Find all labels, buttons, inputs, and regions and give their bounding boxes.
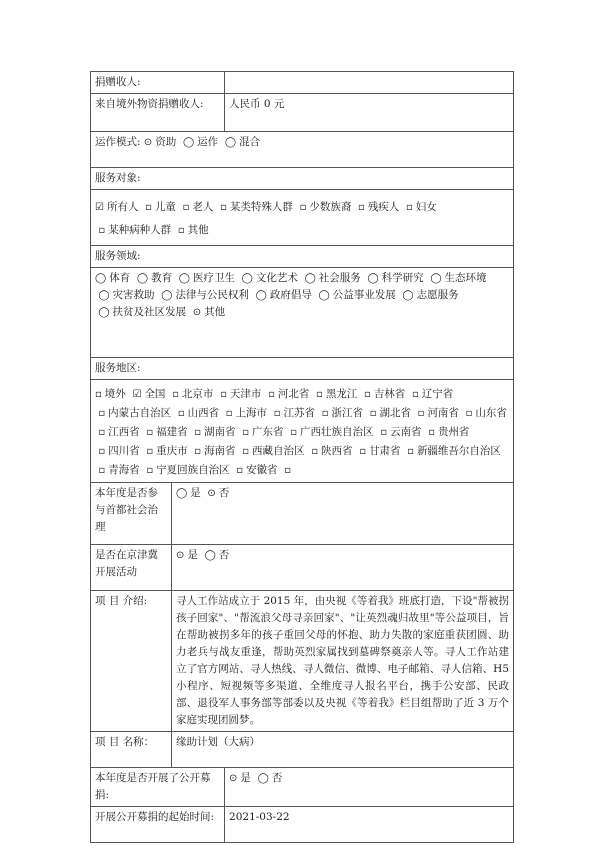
jingjinji-option[interactable] — [205, 549, 230, 561]
option-label: 残疾人 — [367, 201, 400, 213]
row-service-region-head — [91, 358, 514, 380]
option-label: 河南省 — [427, 407, 459, 419]
row-donation-recipient — [91, 72, 514, 94]
service-field-option[interactable] — [98, 289, 154, 301]
option-label: 甘肃省 — [368, 445, 401, 457]
option-label: 科学研究 — [381, 272, 424, 284]
unchecked-mark-icon: ▫ — [194, 446, 202, 457]
unchecked-mark-icon: ▫ — [242, 427, 250, 438]
donation-recipient-label: 捐赠收人: — [91, 72, 225, 94]
unchecked-mark-icon: ▫ — [273, 408, 281, 419]
service-field-label: 服务领域: — [91, 246, 514, 268]
option-label: 青海省 — [108, 464, 140, 476]
checked-mark-icon: ☑ — [95, 202, 104, 213]
unchecked-mark-icon: ▫ — [172, 389, 179, 400]
unchecked-mark-icon: ▫ — [98, 408, 106, 419]
unchecked-mark-icon: ◯ — [241, 273, 253, 284]
option-label: 陕西省 — [321, 445, 353, 457]
service-target-option[interactable] — [178, 224, 209, 236]
option-label: 资助 — [155, 136, 177, 148]
unchecked-mark-icon: ▫ — [316, 389, 323, 400]
unchecked-mark-icon: ▫ — [406, 202, 413, 213]
option-label: 山东省 — [475, 407, 507, 419]
option-label: 少数族裔 — [309, 201, 352, 213]
public-fundraising-options — [225, 768, 514, 807]
unchecked-mark-icon: ▫ — [146, 465, 154, 476]
fundraising-start-value: 2021-03-22 — [225, 807, 514, 843]
option-label: 广西壮族自治区 — [300, 426, 374, 438]
service-target-option[interactable] — [145, 201, 176, 213]
row-jingjinji — [91, 545, 514, 591]
option-label: 贵州省 — [437, 426, 470, 438]
unchecked-mark-icon: ▫ — [411, 389, 419, 400]
option-label: 上海市 — [235, 407, 268, 419]
option-label: 政府倡导 — [269, 289, 312, 301]
option-label: 广东省 — [252, 426, 284, 438]
row-project-intro — [91, 591, 514, 732]
service-target-option[interactable] — [95, 201, 138, 213]
unchecked-mark-icon: ◯ — [178, 273, 190, 284]
public-fundraising-label: 本年度是否开展了公开募捐: — [91, 768, 225, 807]
unchecked-mark-icon: ▫ — [380, 427, 387, 438]
row-service-field-head — [91, 246, 514, 268]
service-region-option[interactable] — [284, 464, 294, 476]
service-region-option[interactable] — [274, 407, 315, 419]
unchecked-mark-icon: ◯ — [95, 273, 107, 284]
option-label: 混合 — [239, 136, 261, 148]
service-region-option[interactable] — [146, 464, 229, 476]
unchecked-mark-icon: ◯ — [304, 273, 316, 284]
option-label: 安徽省 — [246, 464, 278, 476]
service-field-option[interactable] — [430, 272, 486, 284]
service-target-option[interactable] — [358, 201, 399, 213]
option-label: 志愿服务 — [416, 289, 459, 301]
option-label: 福建省 — [156, 426, 188, 438]
row-service-region — [91, 380, 514, 483]
unchecked-mark-icon: ◯ — [367, 273, 379, 284]
option-label: 是 — [190, 487, 201, 499]
option-label: 湖北省 — [379, 407, 411, 419]
option-label: 新疆维吾尔自治区 — [416, 445, 501, 457]
social-governance-option[interactable] — [176, 487, 201, 499]
service-region-option[interactable] — [380, 426, 421, 438]
operation-mode-option[interactable] — [225, 136, 260, 148]
option-label: 黑龙江 — [325, 388, 358, 400]
unchecked-mark-icon: ▫ — [242, 446, 250, 457]
donation-recipient-value — [225, 72, 514, 94]
checked-mark-icon: ⊙ — [229, 773, 238, 784]
service-field-option[interactable] — [305, 272, 361, 284]
service-target-label: 服务对象: — [91, 168, 514, 190]
operation-mode-option[interactable] — [144, 136, 176, 148]
service-region-option[interactable] — [98, 464, 139, 476]
row-service-field — [91, 268, 514, 358]
option-label: 境外 — [104, 388, 126, 400]
info-form-table — [90, 71, 514, 843]
unchecked-mark-icon: ▫ — [364, 389, 371, 400]
option-label: 灾害救助 — [112, 289, 155, 301]
service-field-option[interactable] — [161, 289, 249, 301]
service-region-option[interactable] — [364, 388, 405, 400]
service-region-option[interactable] — [242, 426, 283, 438]
service-region-option[interactable] — [290, 426, 373, 438]
foreign-material-value: 人民币 0 元 — [225, 94, 514, 132]
jingjinji-label: 是否在京津冀开展活动 — [91, 545, 172, 591]
service-field-option[interactable] — [242, 272, 298, 284]
unchecked-mark-icon: ◯ — [161, 290, 173, 301]
row-service-target — [91, 190, 514, 246]
service-field-option[interactable] — [137, 272, 172, 284]
unchecked-mark-icon: ▫ — [417, 408, 425, 419]
unchecked-mark-icon: ▫ — [98, 465, 106, 476]
unchecked-mark-icon: ▫ — [311, 446, 318, 457]
unchecked-mark-icon: ▫ — [358, 202, 365, 213]
service-field-option[interactable] — [193, 306, 225, 318]
unchecked-mark-icon: ▫ — [359, 446, 366, 457]
service-region-option[interactable] — [316, 388, 357, 400]
service-target-option[interactable] — [98, 224, 171, 236]
option-label: 文化艺术 — [255, 272, 298, 284]
service-region-option[interactable] — [466, 407, 507, 419]
unchecked-mark-icon: ▫ — [95, 389, 102, 400]
service-target-option[interactable] — [220, 201, 293, 213]
option-label: 某类特殊人群 — [229, 201, 293, 213]
option-label: 四川省 — [108, 445, 140, 457]
service-region-option[interactable] — [178, 407, 219, 419]
checked-mark-icon: ⊙ — [143, 137, 153, 148]
option-label: 内蒙古自治区 — [108, 407, 172, 419]
service-region-option[interactable] — [268, 388, 309, 400]
service-region-option[interactable] — [98, 445, 139, 457]
service-region-option[interactable] — [172, 388, 213, 400]
unchecked-mark-icon: ▫ — [284, 465, 292, 476]
unchecked-mark-icon: ◯ — [98, 307, 110, 318]
fundraising-start-label: 开展公开募捐的起始时间: — [91, 807, 225, 843]
unchecked-mark-icon: ◯ — [318, 290, 330, 301]
foreign-material-label: 来自境外物资捐赠收人: — [91, 94, 225, 132]
option-label: 天津市 — [229, 388, 262, 400]
service-region-option[interactable] — [220, 388, 261, 400]
service-field-option[interactable] — [179, 272, 235, 284]
option-label: 海南省 — [204, 445, 236, 457]
unchecked-mark-icon: ▫ — [321, 408, 329, 419]
unchecked-mark-icon: ▫ — [177, 225, 185, 236]
unchecked-mark-icon: ◯ — [402, 290, 414, 301]
unchecked-mark-icon: ▫ — [146, 427, 154, 438]
service-region-options — [91, 380, 514, 483]
unchecked-mark-icon: ▫ — [268, 389, 275, 400]
service-region-option[interactable] — [98, 426, 139, 438]
service-target-option[interactable] — [406, 201, 437, 213]
unchecked-mark-icon: ▫ — [428, 427, 435, 438]
option-label: 江苏省 — [283, 407, 316, 419]
service-region-option[interactable] — [226, 407, 267, 419]
unchecked-mark-icon: ◯ — [224, 137, 237, 148]
unchecked-mark-icon: ▫ — [369, 408, 377, 419]
service-region-option[interactable] — [359, 445, 400, 457]
option-label: 否 — [271, 772, 283, 784]
public-fundraising-option[interactable] — [229, 772, 251, 784]
option-label: 其他 — [204, 306, 226, 318]
unchecked-mark-icon: ▫ — [146, 446, 154, 457]
service-region-option[interactable] — [322, 407, 363, 419]
row-operation-mode — [91, 132, 514, 168]
service-region-option[interactable] — [236, 464, 277, 476]
unchecked-mark-icon: ◯ — [257, 773, 269, 784]
project-intro-text: 寻人工作站成立于 2015 年，由央视《等着我》班底打造，下设"帮被拐孩子回家"、"帮流浪父母寻亲回家"、"让英烈魂归故里"等公益项目，旨在帮助被拐多年的孩子重回父母的怀抱、助力失散的家庭重获团圆、助力老兵与战友重逢，帮助英烈家属找到墓碑祭奠亲人等。寻人工作站建立了官方网站、寻人热线、寻人微信、微博、电子邮箱、寻人信箱、H5 小程序、短视频等多渠道、全维度寻人报名平台，携手公安部、民政部、退役军人事务部等部委以及央视《等着我》栏目组帮助了近 3 万个家庭实现团圆梦。 — [172, 591, 514, 732]
option-label: 教育 — [151, 272, 173, 284]
option-label: 江西省 — [108, 426, 140, 438]
service-region-option[interactable] — [194, 445, 235, 457]
unchecked-mark-icon: ▫ — [98, 225, 106, 236]
option-label: 否 — [218, 487, 230, 499]
option-label: 否 — [218, 549, 230, 561]
operation-mode-cell — [91, 132, 514, 168]
unchecked-mark-icon: ◯ — [204, 550, 216, 561]
unchecked-mark-icon: ▫ — [299, 202, 307, 213]
option-label: 所有人 — [106, 201, 139, 213]
checked-mark-icon: ⊙ — [207, 488, 216, 499]
jingjinji-options — [172, 545, 514, 591]
unchecked-mark-icon: ▫ — [236, 465, 244, 476]
operation-mode-options — [144, 136, 267, 148]
option-label: 西藏自治区 — [252, 445, 305, 457]
service-target-option[interactable] — [183, 201, 214, 213]
service-target-options — [91, 190, 514, 246]
service-region-option[interactable] — [418, 407, 459, 419]
service-field-option[interactable] — [256, 289, 312, 301]
unchecked-mark-icon: ▫ — [177, 408, 185, 419]
option-label: 河北省 — [277, 388, 310, 400]
unchecked-mark-icon: ▫ — [407, 446, 414, 457]
option-label: 某种病种人群 — [108, 224, 172, 236]
option-label: 是 — [240, 772, 251, 784]
unchecked-mark-icon: ▫ — [145, 202, 152, 213]
unchecked-mark-icon: ▫ — [220, 202, 227, 213]
option-label: 云南省 — [389, 426, 422, 438]
service-region-option[interactable] — [146, 426, 187, 438]
unchecked-mark-icon: ◯ — [255, 290, 267, 301]
service-region-option[interactable] — [370, 407, 411, 419]
option-label: 全国 — [144, 388, 166, 400]
service-region-option[interactable] — [194, 426, 235, 438]
service-region-option[interactable] — [98, 407, 171, 419]
service-region-label: 服务地区: — [91, 358, 514, 380]
option-label: 法律与公民权利 — [175, 289, 249, 301]
option-label: 公益事业发展 — [332, 289, 396, 301]
option-label: 北京市 — [181, 388, 214, 400]
unchecked-mark-icon: ▫ — [98, 427, 106, 438]
social-governance-label: 本年度是否参与首都社会治理 — [91, 483, 172, 545]
option-label: 山西省 — [187, 407, 220, 419]
service-region-option[interactable] — [132, 388, 165, 400]
unchecked-mark-icon: ▫ — [465, 408, 473, 419]
option-label: 儿童 — [154, 201, 176, 213]
option-label: 运作 — [197, 136, 219, 148]
option-label: 体育 — [109, 272, 131, 284]
option-label: 生态环境 — [444, 272, 487, 284]
unchecked-mark-icon: ◯ — [182, 137, 195, 148]
option-label: 其他 — [187, 224, 209, 236]
unchecked-mark-icon: ▫ — [98, 446, 106, 457]
unchecked-mark-icon: ◯ — [430, 273, 442, 284]
option-label: 社会服务 — [318, 272, 361, 284]
checked-mark-icon: ☑ — [132, 389, 142, 400]
row-social-governance — [91, 483, 514, 545]
unchecked-mark-icon: ◯ — [136, 273, 149, 284]
service-field-option[interactable] — [98, 306, 186, 318]
row-foreign-material — [91, 94, 514, 132]
row-public-fundraising — [91, 768, 514, 807]
service-region-option[interactable] — [146, 445, 187, 457]
unchecked-mark-icon: ▫ — [194, 427, 202, 438]
unchecked-mark-icon: ▫ — [182, 202, 190, 213]
service-region-option[interactable] — [95, 388, 126, 400]
option-label: 吉林省 — [373, 388, 406, 400]
project-name-label: 项 目 名称： — [91, 732, 172, 768]
social-governance-options — [172, 483, 514, 545]
option-label: 扶贫及社区发展 — [112, 306, 187, 318]
unchecked-mark-icon: ▫ — [225, 408, 233, 419]
option-label: 医疗卫生 — [192, 272, 235, 284]
service-region-option[interactable] — [412, 388, 453, 400]
checked-mark-icon: ⊙ — [176, 550, 185, 561]
jingjinji-option[interactable] — [176, 549, 198, 561]
option-label: 老人 — [192, 201, 214, 213]
social-governance-option[interactable] — [207, 487, 229, 499]
service-target-option[interactable] — [300, 201, 352, 213]
public-fundraising-option[interactable] — [258, 772, 283, 784]
service-region-option[interactable] — [311, 445, 352, 457]
unchecked-mark-icon: ◯ — [176, 488, 188, 499]
row-fundraising-start — [91, 807, 514, 843]
row-project-name — [91, 732, 514, 768]
unchecked-mark-icon: ▫ — [290, 427, 297, 438]
project-name-value: 缘助计划（大病） — [172, 732, 514, 768]
service-region-option[interactable] — [242, 445, 304, 457]
service-region-option[interactable] — [407, 445, 501, 457]
unchecked-mark-icon: ▫ — [220, 389, 227, 400]
option-label: 辽宁省 — [421, 388, 454, 400]
operation-mode-label: 运作模式: — [95, 136, 141, 148]
option-label: 妇女 — [415, 201, 437, 213]
unchecked-mark-icon: ◯ — [98, 290, 110, 301]
option-label: 浙江省 — [331, 407, 363, 419]
service-field-option[interactable] — [319, 289, 396, 301]
service-field-option[interactable] — [95, 272, 130, 284]
option-label: 湖南省 — [204, 426, 236, 438]
option-label: 宁夏回族自治区 — [156, 464, 230, 476]
row-service-target-head — [91, 168, 514, 190]
service-region-option[interactable] — [428, 426, 469, 438]
service-field-options — [91, 268, 514, 358]
project-intro-label: 项 目 介绍: — [91, 591, 172, 732]
service-field-option[interactable] — [367, 272, 423, 284]
option-label: 是 — [187, 549, 198, 561]
checked-mark-icon: ⊙ — [192, 307, 202, 318]
service-field-option[interactable] — [402, 289, 458, 301]
operation-mode-option[interactable] — [183, 136, 218, 148]
option-label: 重庆市 — [156, 445, 188, 457]
